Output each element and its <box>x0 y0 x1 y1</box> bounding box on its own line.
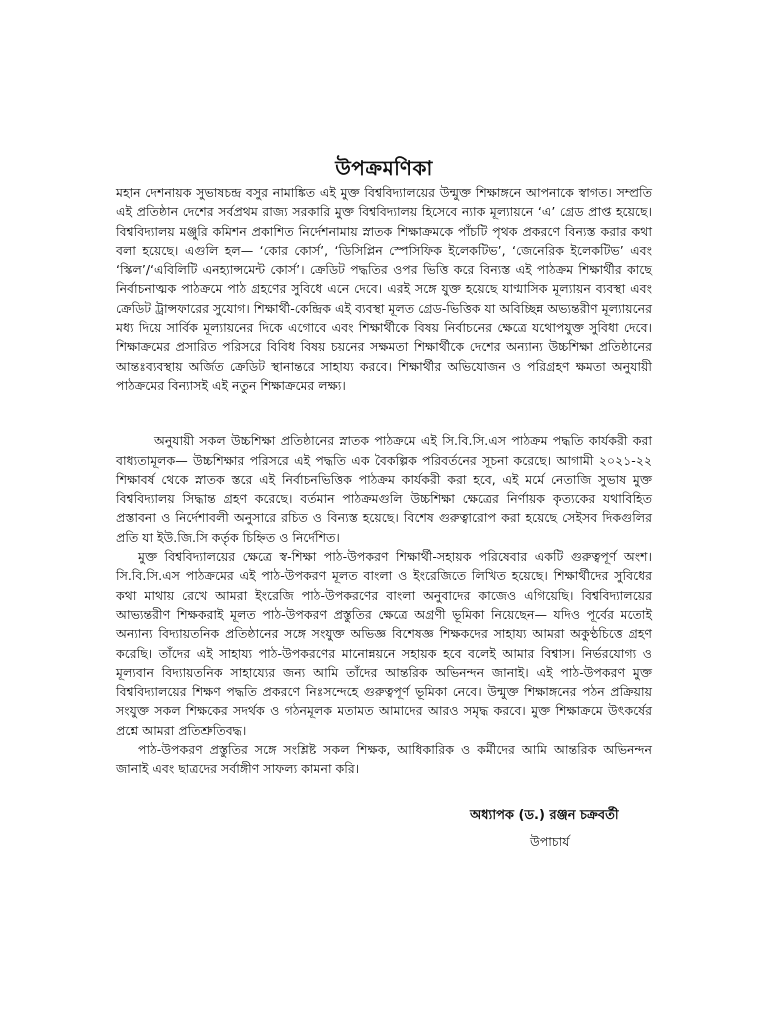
signature-name: অধ্যাপক (ড.) রঞ্জন চক্রবর্তী <box>470 808 619 823</box>
signature-designation: উপাচার্য <box>530 834 570 849</box>
paragraph-intro: মহান দেশনায়ক সুভাষচন্দ্র বসুর নামাঙ্কিত এই মুক্ত বিশ্ববিদ্যালয়ের উন্মুক্ত শিক্ষাঙ্গনে আপনাকে স্বাগত। সম্প্রতি এই প্রতিষ্ঠান দেশের সর্বপ্রথম রাজ্য সরকারি মুক্ত বিশ্ববিদ্যালয় হিসেবে ন্যাক মূল্যায়নে ‘এ’ গ্রেড প্রাপ্ত হয়েছে। বিশ্ববিদ্যালয় মঞ্জুরি কমিশন প্রকাশিত নির্দেশনামায় স্নাতক শিক্ষাক্রমকে পাঁচটি পৃথক প্রকরণে বিন্যস্ত করার কথা বলা হয়েছে। এগুলি হল— ‘কোর কোর্স’, ‘ডিসিপ্লিন স্পেসিফিক ইলেকটিভ’, ‘জেনেরিক ইলেকটিভ’ এবং ‘স্কিল’/‘এবিলিটি এনহ্যান্সমেন্ট কোর্স’। ক্রেডিট পদ্ধতির ওপর ভিত্তি করে বিন্যস্ত এই পাঠক্রম শিক্ষার্থীর কাছে নির্বাচনাত্মক পাঠক্রমে পাঠ গ্রহণের সুবিধে এনে দেবে। এরই সঙ্গে যুক্ত হয়েছে যাণ্মাসিক মূল্যায়ন ব্যবস্থা এবং ক্রেডিট ট্রান্সফারের সুযোগ। শিক্ষার্থী-কেন্দ্রিক এই ব্যবস্থা মূলত গ্রেড-ভিত্তিক যা অবিচ্ছিন্ন অভ্যন্তরীণ মূল্যায়নের মধ্য দিয়ে সার্বিক মূল্যায়নের দিকে এগোবে এবং শিক্ষার্থীকে বিষয় নির্বাচনের ক্ষেত্রে যথোপযুক্ত সুবিধা দেবে। শিক্ষাক্রমের প্রসারিত পরিসরে বিবিধ বিষয় চয়নের সক্ষমতা শিক্ষার্থীকে দেশের অন্যান্য উচ্চশিক্ষা প্রতিষ্ঠানের আন্তঃব্যবস্থায় অর্জিত ক্রেডিট স্থানান্তরে সাহায্য করবে। শিক্ষার্থীর অভিযোজন ও পরিগ্রহণ ক্ষমতা অনুযায়ী পাঠক্রমের বিন্যাসই এই নতুন শিক্ষাক্রমের লক্ষ্য। <box>116 185 652 393</box>
paragraph-cbcs: অনুযায়ী সকল উচ্চশিক্ষা প্রতিষ্ঠানের স্নাতক পাঠক্রমে এই সি.বি.সি.এস পাঠক্রম পদ্ধতি কার্যকরী করা বাধ্যতামূলক— উচ্চশিক্ষার পরিসরে এই পদ্ধতি এক বৈকল্পিক পরিবর্তনের সূচনা করেছে। আগামী ২০২১-২২ শিক্ষাবর্ষ থেকে স্নাতক স্তরে এই নির্বাচনভিত্তিক পাঠক্রম কার্যকরী করা হবে, এই মর্মে নেতাজি সুভাষ মুক্ত বিশ্ববিদ্যালয় সিদ্ধান্ত গ্রহণ করেছে। বর্তমান পাঠক্রমগুলি উচ্চশিক্ষা ক্ষেত্রের নির্ণায়ক কৃত্যকের যথাবিহিত প্রস্তাবনা ও নির্দেশাবলী অনুসারে রচিত ও বিন্যস্ত হয়েছে। বিশেষ গুরুত্বারোপ করা হয়েছে সেইসব দিকগুলির প্রতি যা ইউ.জি.সি কর্তৃক চিহ্নিত ও নির্দেশিত। <box>116 433 652 545</box>
body-text <box>116 183 652 779</box>
page-title: উপক্রমণিকা <box>335 156 433 180</box>
paragraph-thanks: পাঠ-উপকরণ প্রস্তুতির সঙ্গে সংশ্লিষ্ট সকল শিক্ষক, আধিকারিক ও কর্মীদের আমি আন্তরিক অভিনন্দন জানাই এবং ছাত্রদের সর্বাঙ্গীণ সাফল্য কামনা করি। <box>116 742 652 777</box>
paragraph-study-material: মুক্ত বিশ্ববিদ্যালয়ের ক্ষেত্রে স্ব-শিক্ষা পাঠ-উপকরণ শিক্ষার্থী-সহায়ক পরিষেবার একটি গুরুত্বপূর্ণ অংশ। সি.বি.সি.এস পাঠক্রমের এই পাঠ-উপকরণ মূলত বাংলা ও ইংরেজিতে লিখিত হয়েছে। শিক্ষার্থীদের সুবিধের কথা মাথায় রেখে আমরা ইংরেজি পাঠ-উপকরণের বাংলা অনুবাদের কাজেও এগিয়েছি। বিশ্ববিদ্যালয়ের আভ্যন্তরীণ শিক্ষকরাই মূলত পাঠ-উপকরণ প্রস্তুতির ক্ষেত্রে অগ্রণী ভূমিকা নিয়েছেন— যদিও পূর্বের মতোই অন্যান্য বিদ্যায়তনিক প্রতিষ্ঠানের সঙ্গে সংযুক্ত অভিজ্ঞ বিশেষজ্ঞ শিক্ষকদের সাহায্য আমরা অকুণ্ঠচিত্তে গ্রহণ করেছি। তাঁদের এই সাহায্য পাঠ-উপকরণের মানোন্নয়নে সহায়ক হবে বলেই আমার বিশ্বাস। নির্ভরযোগ্য ও মূল্যবান বিদ্যায়তনিক সাহায্যের জন্য আমি তাঁদের আন্তরিক অভিনন্দন জানাই। এই পাঠ-উপকরণ মুক্ত বিশ্ববিদ্যালয়ের শিক্ষণ পদ্ধতি প্রকরণে নিঃসন্দেহে গুরুত্বপূর্ণ ভূমিকা নেবে। উন্মুক্ত শিক্ষাঙ্গনের পঠন প্রক্রিয়ায় সংযুক্ত সকল শিক্ষকের সদর্থক ও গঠনমূলক মতামত আমাদের আরও সমৃদ্ধ করবে। মুক্ত শিক্ষাক্রমে উৎকর্ষের প্রশ্নে আমরা প্রতিশ্রুতিবদ্ধ। <box>116 549 652 738</box>
